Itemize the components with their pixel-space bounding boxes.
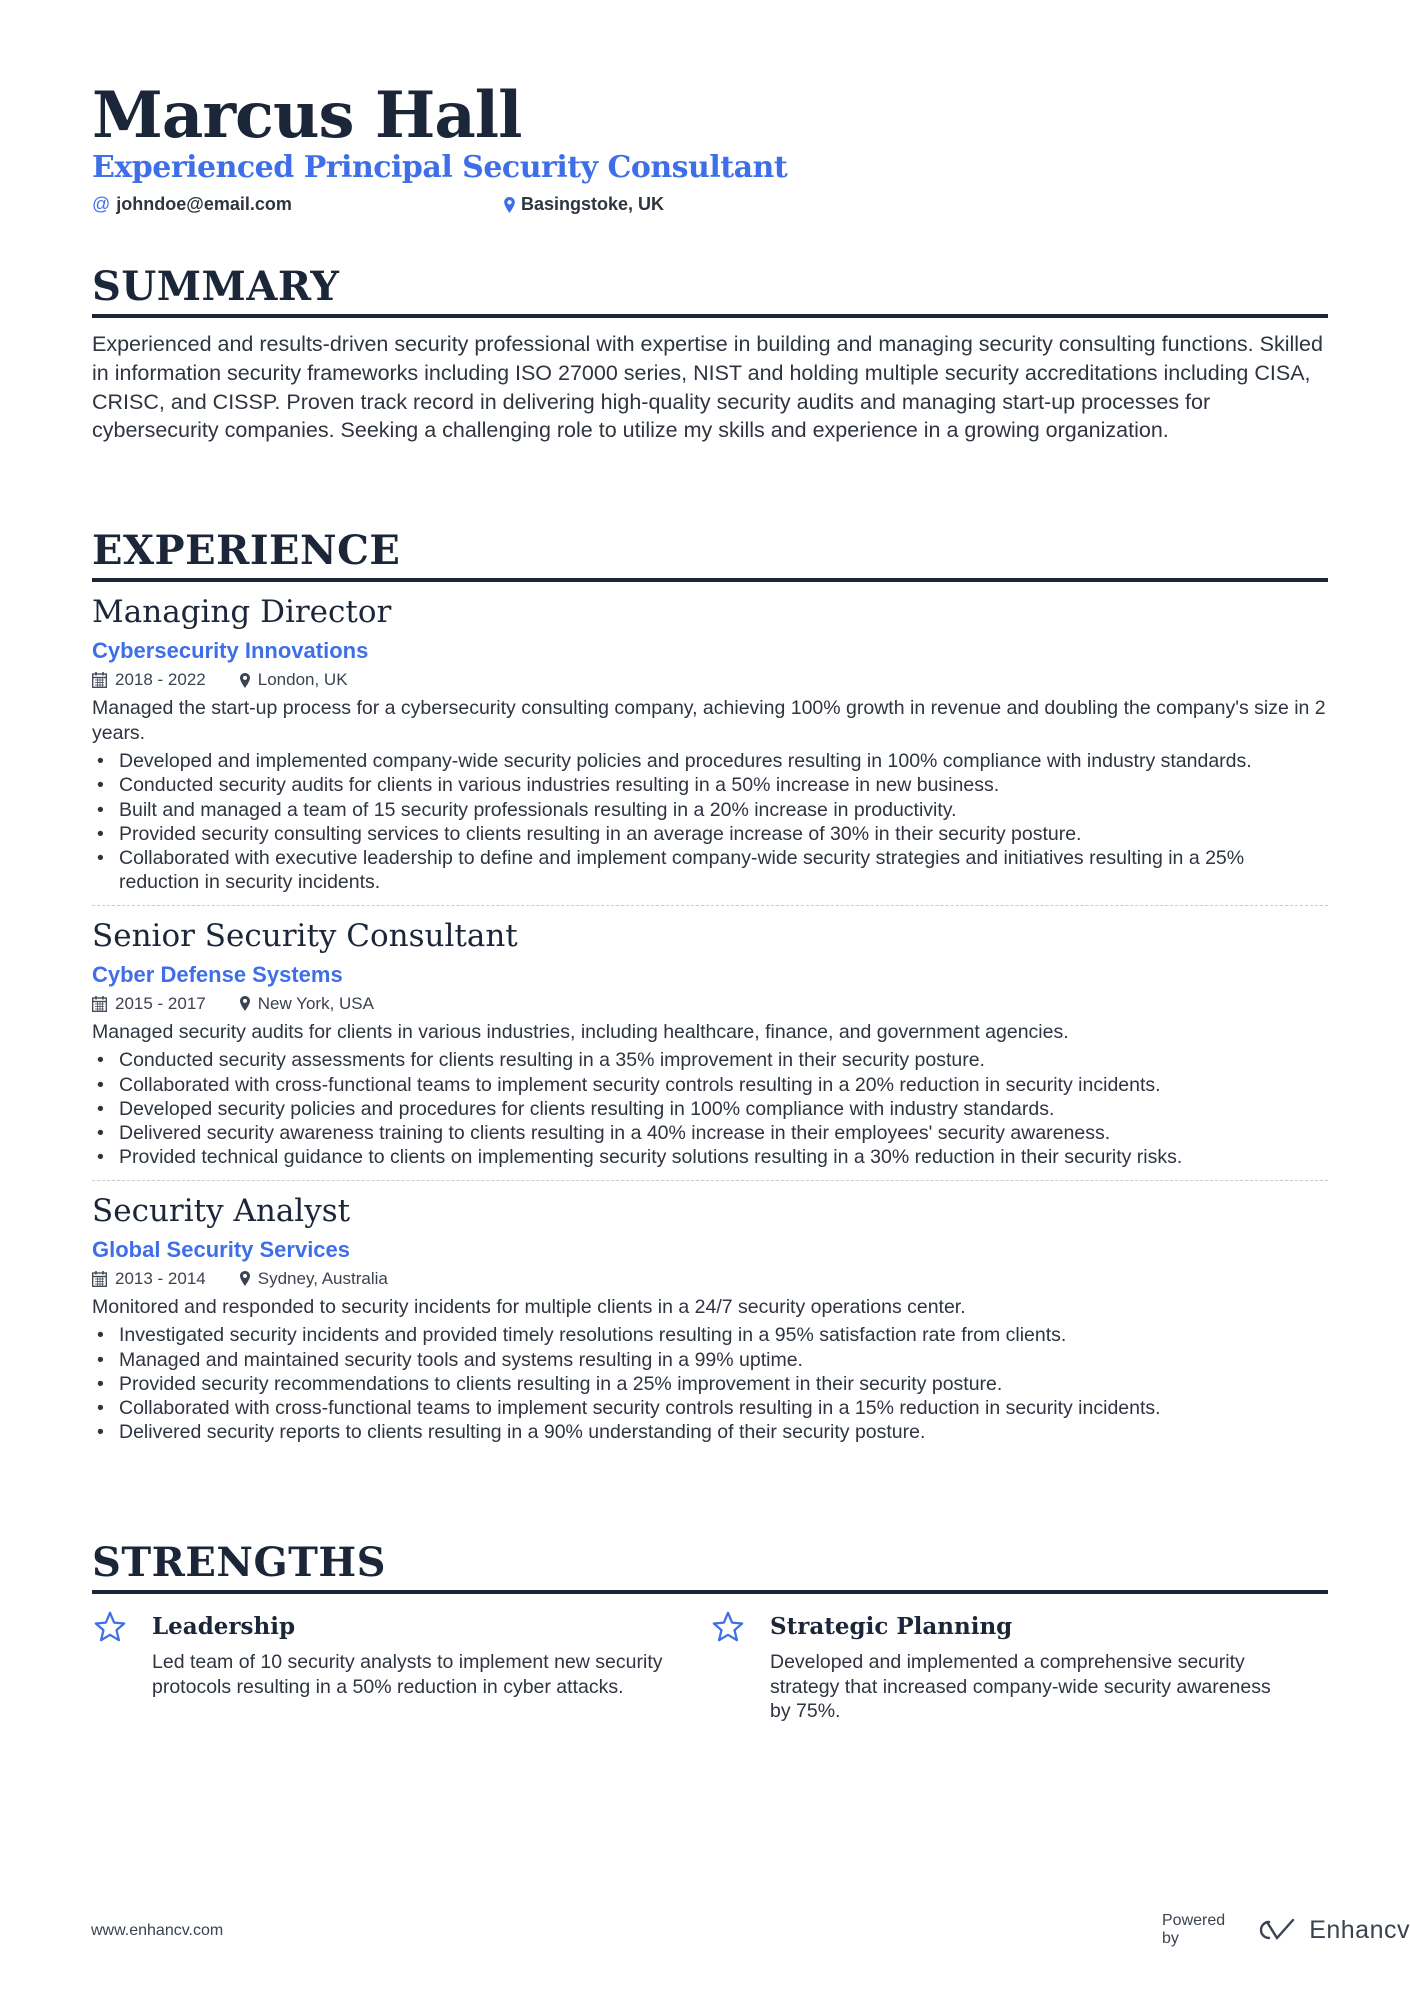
strength-title: Leadership (152, 1613, 296, 1640)
experience-section (92, 526, 1328, 1455)
job-location: New York, USA (257, 993, 374, 1013)
strength-title: Strategic Planning (770, 1613, 1013, 1640)
job-description: Managed the start-up process for a cybersecurity consulting company, achieving 100% growth in revenue and doubling the company's size in 2 years. (92, 697, 1326, 744)
enhancv-wordmark: Enhancv (1309, 1915, 1410, 1944)
enhancv-logo (1253, 1916, 1410, 1945)
job-bullet: • Provided security recommendations to clients resulting in a 25% improvement in their security posture. (92, 1372, 1328, 1396)
location-pin-icon (240, 1271, 250, 1286)
job-bullet: • Conducted security assessments for clients resulting in a 35% improvement in their security posture. (92, 1048, 1328, 1072)
job-bullet: • Developed and implemented company-wide security policies and procedures resulting in 100% compliance with industry standards. (92, 749, 1328, 773)
job-description: Monitored and responded to security incidents for multiple clients in a 24/7 security operations center. (92, 1295, 966, 1318)
section-title: EXPERIENCE (92, 527, 401, 574)
footer-website[interactable]: www.enhancv.com (91, 1922, 224, 1939)
star-icon (92, 1610, 152, 1724)
job-bullets (92, 749, 1328, 895)
job-description: Managed security audits for clients in various industries, including healthcare, finance, and government agencies. (92, 1020, 1069, 1043)
job-title: Managing Director (92, 594, 392, 630)
job-entry (92, 905, 1328, 1180)
calendar-icon (92, 1271, 107, 1287)
summary-text: Experienced and results-driven security professional with expertise in building and managing security consulting functions. Skilled in information security frameworks including ISO 27000 series, NIST and holding multiple security accreditations including CISA, CRISC, and CISSP. Proven track record in delivering high-quality security audits and managing start-up processes for cybersecurity companies. Seeking a challenging role to utilize my skills and experience in a growing organization. (92, 332, 1323, 443)
powered-by[interactable] (1162, 1912, 1410, 1948)
job-bullets (92, 1048, 1328, 1169)
section-title: STRENGTHS (92, 1539, 387, 1586)
job-location: Sydney, Australia (257, 1268, 388, 1288)
contact-location (504, 194, 664, 215)
section-title: SUMMARY (92, 263, 340, 310)
job-meta (92, 1265, 1328, 1293)
job-bullet: • Investigated security incidents and provided timely resolutions resulting in a 95% satisfaction rate from clients. (92, 1323, 1328, 1347)
enhancv-logo-icon (1253, 1918, 1299, 1942)
job-dates: 2018 - 2022 (115, 670, 206, 689)
location-pin-icon (504, 197, 515, 213)
job-bullet: • Delivered security reports to clients resulting in a 90% understanding of their security posture. (92, 1420, 1328, 1444)
company-name[interactable]: Cybersecurity Innovations (92, 638, 369, 663)
job-bullets (92, 1323, 1328, 1444)
job-meta (92, 666, 1328, 694)
job-bullet: • Collaborated with cross-functional teams to implement security controls resulting in a 15% reduction in security incidents. (92, 1396, 1328, 1420)
location-pin-icon (240, 996, 250, 1011)
strength-item (92, 1610, 710, 1724)
summary-section (92, 262, 1328, 445)
at-icon: @ (92, 194, 111, 214)
section-divider (92, 1590, 1328, 1594)
strength-description: Led team of 10 security analysts to implement new security protocols resulting in a 50% reduction in cyber attacks. (152, 1651, 663, 1698)
candidate-name: Marcus Hall (92, 78, 522, 153)
job-title: Security Analyst (92, 1192, 351, 1229)
star-icon (710, 1610, 770, 1724)
job-dates: 2015 - 2017 (115, 993, 206, 1013)
strength-item (710, 1610, 1328, 1724)
job-bullet: • Developed security policies and procedures for clients resulting in 100% compliance with industry standards. (92, 1097, 1328, 1121)
contact-email[interactable] (92, 194, 292, 215)
calendar-icon (92, 996, 107, 1012)
location-text: Basingstoke, UK (521, 194, 665, 214)
candidate-headline: Experienced Principal Security Consultant (92, 150, 788, 185)
strengths-section (92, 1538, 1328, 1724)
email-text: johndoe@email.com (116, 194, 292, 214)
job-bullet: • Collaborated with cross-functional teams to implement security controls resulting in a 20% reduction in security incidents. (92, 1073, 1328, 1097)
job-location: London, UK (257, 670, 348, 689)
job-bullet: • Built and managed a team of 15 security professionals resulting in a 20% increase in productivity. (92, 798, 1328, 822)
job-bullet: • Conducted security audits for clients in various industries resulting in a 50% increase in new business. (92, 773, 1328, 797)
calendar-icon (92, 672, 107, 688)
company-name[interactable]: Cyber Defense Systems (92, 961, 343, 987)
job-entry (92, 582, 1328, 905)
job-entry (92, 1180, 1328, 1455)
section-divider (92, 314, 1328, 318)
job-bullet: • Provided technical guidance to clients on implementing security solutions resulting in a 30% reduction in their security risks. (92, 1145, 1328, 1169)
job-bullet: • Provided security consulting services to clients resulting in an average increase of 30% in their security posture. (92, 822, 1328, 846)
strength-description: Developed and implemented a comprehensive security strategy that increased company-wide security awareness by 75%. (770, 1651, 1271, 1722)
job-title: Senior Security Consultant (92, 917, 518, 954)
job-bullet: • Delivered security awareness training to clients resulting in a 40% increase in their employees' security awareness. (92, 1121, 1328, 1145)
job-dates: 2013 - 2014 (115, 1268, 206, 1288)
job-meta (92, 990, 1328, 1018)
job-bullet: • Managed and maintained security tools and systems resulting in a 99% uptime. (92, 1348, 1328, 1372)
powered-by-label: Powered by (1162, 1912, 1226, 1947)
job-bullet: • Collaborated with executive leadership to define and implement company-wide security strategies and initiatives resulting in a 25% reduction in security incidents. (92, 846, 1328, 895)
company-name[interactable]: Global Security Services (92, 1236, 351, 1262)
location-pin-icon (240, 673, 250, 688)
